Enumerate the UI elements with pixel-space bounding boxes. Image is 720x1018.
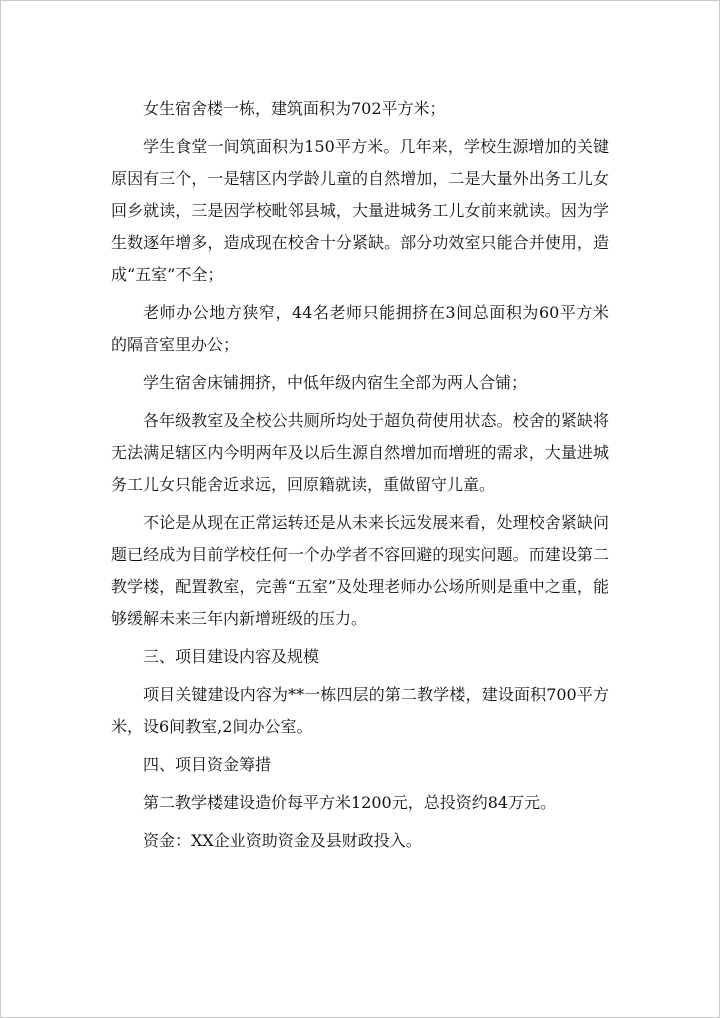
document-body bbox=[111, 93, 609, 863]
section-heading-funding: 四、项目资金筹措 bbox=[143, 755, 272, 774]
paragraph-teacher-office: 老师办公地方狭窄，44名老师只能拥挤在3间总面积为60平方米的隔音室里办公； bbox=[111, 303, 609, 354]
paragraph-funding-source: 资金：XX企业资助资金及县财政投入。 bbox=[143, 831, 422, 850]
paragraph-necessity: 不论是从现在正常运转还是从未来长远发展来看，处理校舍紧缺问题已经成为目前学校任何一个办学者不容回避的现实问题。而建设第二教学楼，配置教室，完善“五室”及处理老师办公场所则是重中之重，能够缓解未来三年内新增班级的压力。 bbox=[111, 513, 609, 628]
paragraph-construction-content: 项目关键建设内容为**一栋四层的第二教学楼，建设面积700平方米，设6间教室,2间办公室。 bbox=[111, 685, 609, 736]
paragraph-cost: 第二教学楼建设造价每平方米1200元，总投资约84万元。 bbox=[143, 793, 557, 812]
paragraph-dormitory-beds: 学生宿舍床铺拥挤，中低年级内宿生全部为两人合铺； bbox=[143, 373, 528, 392]
paragraph-canteen-enrollment: 学生食堂一间筑面积为150平方米。几年来，学校生源增加的关键原因有三个，一是辖区内学龄儿童的自然增加，二是大量外出务工儿女回乡就读，三是因学校毗邻县城，大量进城务工儿女前来就读。因为学生数逐年增多，造成现在校舍十分紧缺。部分功效室只能合并使用，造成“五室”不全； bbox=[111, 137, 609, 284]
paragraph-classroom-shortage: 各年级教室及全校公共厕所均处于超负荷使用状态。校舍的紧缺将无法满足辖区内今明两年及以后生源自然增加而增班的需求，大量进城务工儿女只能舍近求远，回原籍就读，重做留守儿童。 bbox=[111, 411, 609, 494]
section-heading-construction: 三、项目建设内容及规模 bbox=[143, 647, 320, 666]
paragraph-girls-dormitory: 女生宿舍楼一栋，建筑面积为702平方米； bbox=[143, 99, 446, 118]
